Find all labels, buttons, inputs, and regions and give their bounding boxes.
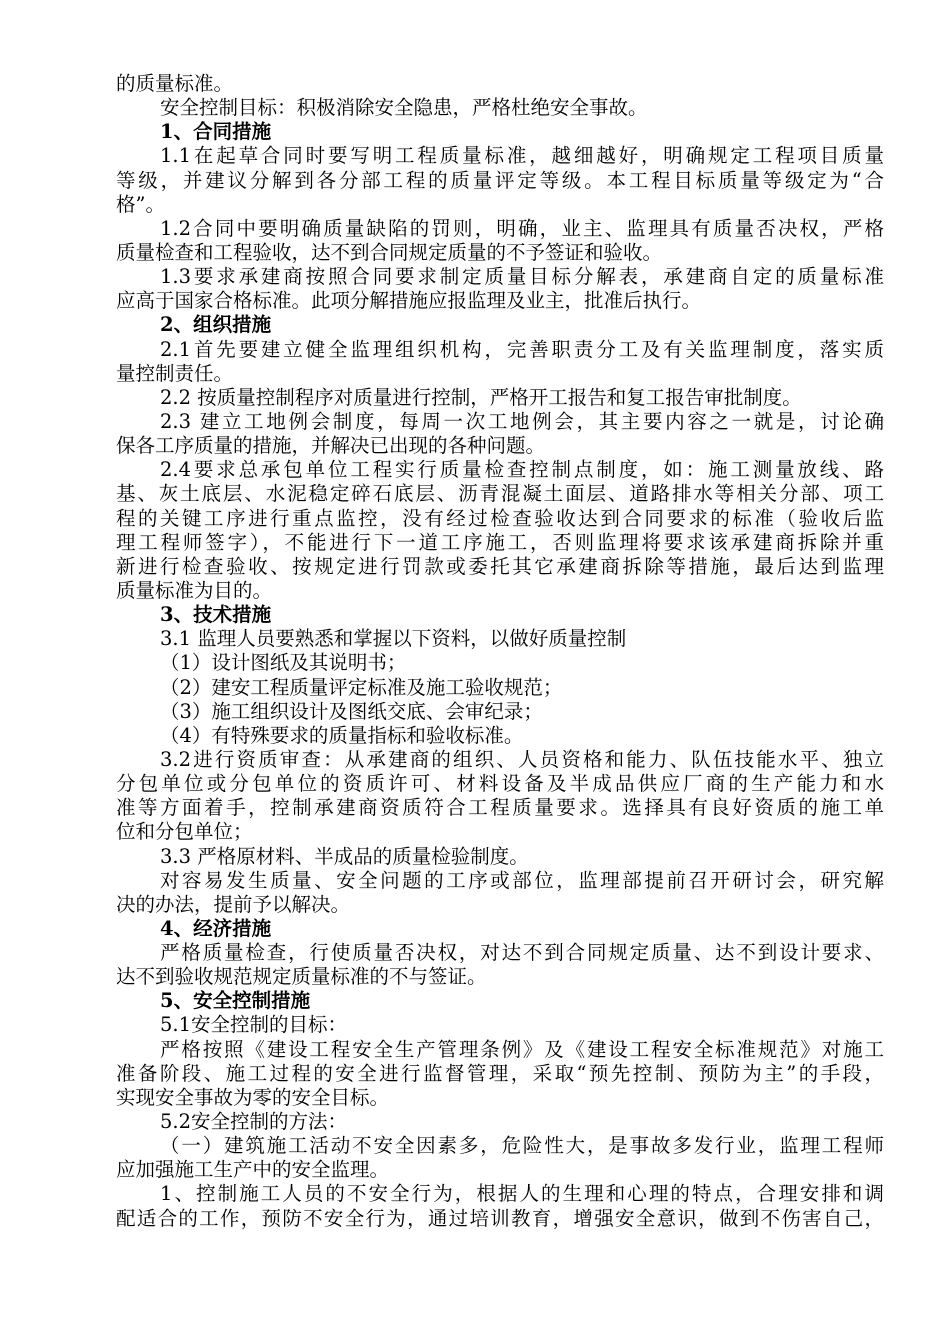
text-line: 决的办法，提前予以解决。 (116, 892, 351, 916)
text-line: 3.1 监理人员要熟悉和掌握以下资料，以做好质量控制 (160, 627, 627, 651)
text-line: 量控制责任。 (116, 361, 234, 385)
text-line: 的质量标准。 (116, 72, 234, 95)
text-line: 应加强施工生产中的安全监理。 (116, 1158, 390, 1182)
text-line: 准等方面着手，控制承建商资质符合工程质量要求。选择具有良好资质的施工单 (116, 796, 884, 820)
section-heading: 5、安全控制措施 (160, 989, 311, 1013)
text-line: 1、控制施工人员的不安全行为，根据人的生理和心理的特点，合理安排和调 (160, 1182, 884, 1206)
text-line: 5.1安全控制的目标： (160, 1013, 348, 1037)
text-line: 严格按照《建设工程安全生产管理条例》及《建设工程安全标准规范》对施工 (160, 1037, 884, 1061)
text-line: 安全控制目标：积极消除安全隐患，严格杜绝安全事故。 (160, 96, 648, 120)
text-line: 5.2安全控制的方法： (160, 1110, 348, 1134)
text-line: 严格质量检查，行使质量否决权，对达不到合同规定质量、达不到设计要求、 (160, 941, 884, 965)
text-line: 3.2进行资质审查：从承建商的组织、人员资格和能力、队伍技能水平、独立 (160, 747, 884, 771)
text-line: 程的关键工序进行重点监控，没有经过检查验收达到合同要求的标准（验收后监 (116, 506, 884, 530)
text-line: （2）建安工程质量评定标准及施工验收规范； (160, 675, 563, 699)
text-line: 达不到验收规范规定质量标准的不与签证。 (116, 965, 487, 989)
section-heading: 1、合同措施 (160, 120, 272, 144)
text-line: 3.3 严格原材料、半成品的质量检验制度。 (160, 844, 529, 868)
text-line: （3）施工组织设计及图纸交底、会审纪录； (160, 699, 543, 723)
text-line: 2.3 建立工地例会制度，每周一次工地例会，其主要内容之一就是，讨论确 (160, 409, 884, 433)
text-line: 1.1在起草合同时要写明工程质量标准，越细越好，明确规定工程项目质量 (160, 144, 884, 168)
text-line: 实现安全事故为零的安全目标。 (116, 1085, 390, 1109)
text-line: 保各工序质量的措施，并解决已出现的各种问题。 (116, 434, 546, 458)
text-line: 对容易发生质量、安全问题的工序或部位，监理部提前召开研讨会，研究解 (160, 868, 884, 892)
text-line: 1.3要求承建商按照合同要求制定质量目标分解表，承建商自定的质量标准 (160, 265, 884, 289)
text-line: 位和分包单位； (116, 820, 253, 844)
text-line: 质量检查和工程验收，达不到合同规定质量的不予签证和验收。 (116, 240, 663, 264)
document-body (116, 72, 884, 1231)
text-line: 应高于国家合格标准。此项分解措施应报监理及业主，批准后执行。 (116, 289, 702, 313)
text-line: （一）建筑施工活动不安全因素多，危险性大，是事故多发行业，监理工程师 (160, 1134, 884, 1158)
text-line: 2.4要求总承包单位工程实行质量检查控制点制度，如：施工测量放线、路 (160, 458, 884, 482)
text-line: 2.2 按质量控制程序对质量进行控制，严格开工报告和复工报告审批制度。 (160, 385, 802, 409)
text-line: （4）有特殊要求的质量指标和验收标准。 (160, 723, 524, 747)
text-line: 格”。 (116, 192, 165, 216)
text-line: 配适合的工作，预防不安全行为，通过培训教育，增强安全意识，做到不伤害自己， (116, 1206, 884, 1230)
text-line: 1.2合同中要明确质量缺陷的罚则，明确，业主、监理具有质量否决权，严格 (160, 216, 884, 240)
text-line: 2.1首先要建立健全监理组织机构，完善职责分工及有关监理制度，落实质 (160, 337, 884, 361)
text-line: 理工程师签字），不能进行下一道工序施工，否则监理将要求该承建商拆除并重 (116, 530, 884, 554)
text-line: 准备阶段、施工过程的安全进行监督管理，采取“预先控制、预防为主”的手段， (116, 1061, 884, 1085)
section-heading: 3、技术措施 (160, 603, 272, 627)
text-line: 等级，并建议分解到各分部工程的质量评定等级。本工程目标质量等级定为“合 (116, 168, 884, 192)
section-heading: 2、组织措施 (160, 313, 272, 337)
text-line: 基、灰土底层、水泥稳定碎石底层、沥青混凝土面层、道路排水等相关分部、项工 (116, 482, 884, 506)
section-heading: 4、经济措施 (160, 916, 272, 940)
text-line: 新进行检查验收、按规定进行罚款或委托其它承建商拆除等措施，最后达到监理 (116, 554, 884, 578)
text-line: 分包单位或分包单位的资质许可、材料设备及半成品供应厂商的生产能力和水 (116, 772, 884, 796)
text-line: 质量标准为目的。 (116, 578, 273, 602)
text-line: （1）设计图纸及其说明书； (160, 651, 407, 675)
